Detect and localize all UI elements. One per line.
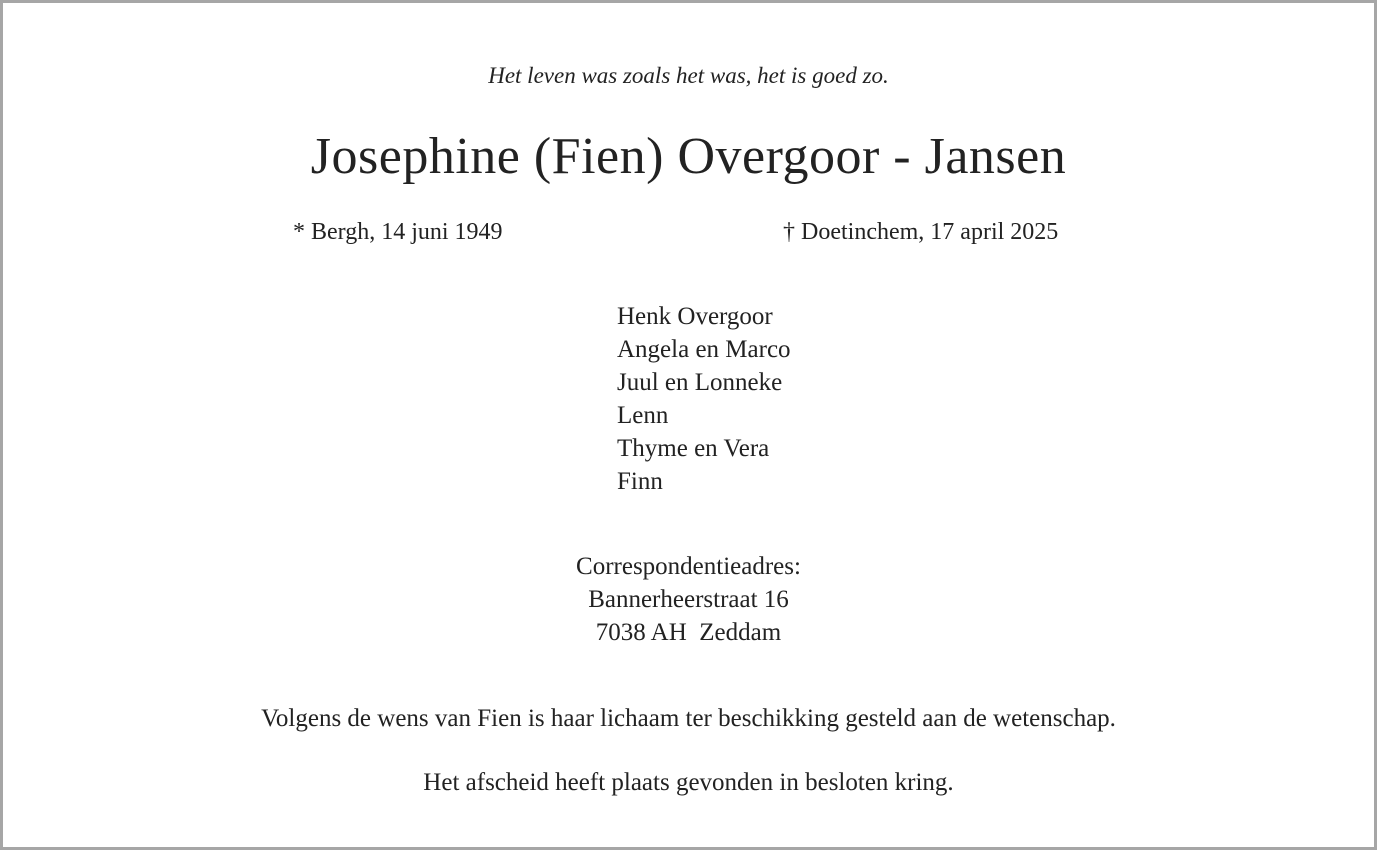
family-list [617,300,791,498]
family-member: Juul en Lonneke [617,369,783,396]
farewell-text: Het afscheid heeft plaats gevonden in besloten kring. [423,769,954,796]
address-street: Bannerheerstraat 16 [588,586,789,613]
wish-text: Volgens de wens van Fien is haar lichaam ter beschikking gesteld aan de wetenschap. [261,705,1116,732]
family-member: Thyme en Vera [617,435,770,462]
family-member: Henk Overgoor [617,303,773,330]
birth-date: * Bergh, 14 juni 1949 [293,219,503,245]
motto-text: Het leven was zoals het was, het is goed zo. [488,63,889,88]
address-city: 7038 AH Zeddam [595,619,782,646]
death-date: † Doetinchem, 17 april 2025 [783,219,1059,245]
deceased-name: Josephine (Fien) Overgoor - Jansen [310,128,1067,185]
family-member: Angela en Marco [617,336,791,363]
address-label: Correspondentieadres: [576,553,801,580]
family-member: Finn [617,468,663,495]
family-member: Lenn [617,402,669,429]
correspondence-address [3,550,1374,649]
